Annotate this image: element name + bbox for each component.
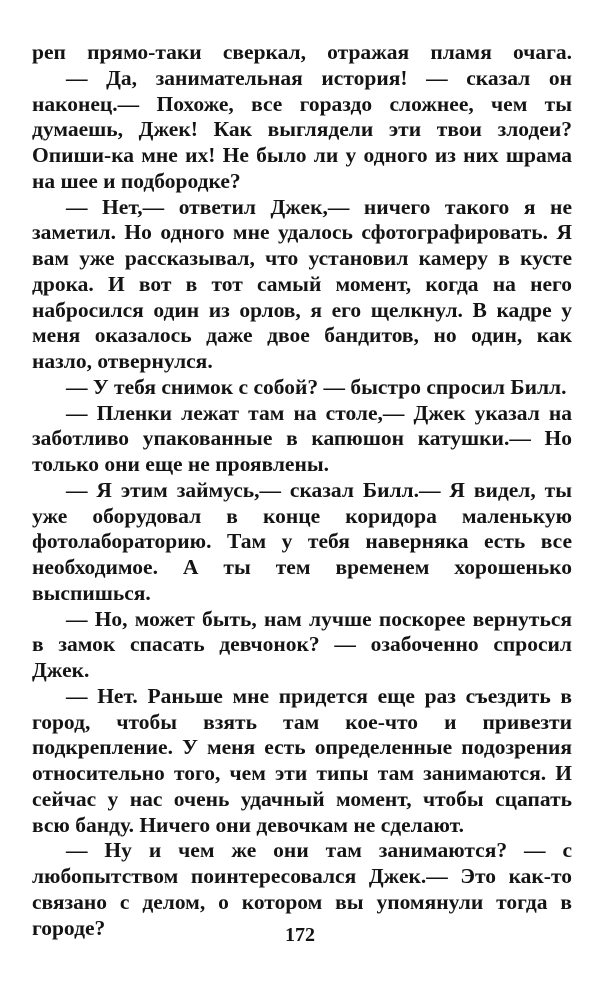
page-number: 172: [285, 924, 315, 946]
paragraph-6: — Я этим займусь,— сказал Билл.— Я видел, ты уже оборудовал в конце коридора маленькую фотолабораторию. Там у тебя наверняка есть все необходимое. А ты тем временем хорошенько выспишься.: [32, 477, 572, 605]
page-text: [32, 40, 572, 941]
paragraph-5: — Пленки лежат там на столе,— Джек указал на заботливо упакованные в капюшон катушки.— Но только они еще не проявлены.: [32, 400, 572, 476]
paragraph-4: — У тебя снимок с собой? — быстро спросил Билл.: [66, 374, 567, 399]
paragraph-9: — Ну и чем же они там занимаются? — с любопытством поинтересовался Джек.— Это как-то связано с делом, о котором вы упомянули тогда в городе?: [32, 838, 572, 940]
paragraph-2: — Да, занимательная история! — сказал он наконец.— Похоже, все гораздо сложнее, чем ты думаешь, Джек! Как выглядели эти твои злодеи? Опиши-ка мне их! Не было ли у одного из них шрама на шее и подбородке?: [32, 65, 572, 193]
paragraph-3: — Нет,— ответил Джек,— ничего такого я не заметил. Но одного мне удалось сфотографировать. Я вам уже рассказывал, что установил камеру в кусте дрока. И вот в тот самый момент, когда на него набросился один из орлов, я его щелкнул. В кадре у меня оказалось даже двое бандитов, но один, как назло, отвернулся.: [32, 194, 572, 373]
paragraph-8: — Нет. Раньше мне придется еще раз съездить в город, чтобы взять там кое-что и привезти подкрепление. У меня есть определенные подозрения относительно того, чем эти типы там занимаются. И сейчас у нас очень удачный момент, чтобы сцапать всю банду. Ничего они девочкам не сделают.: [32, 683, 572, 837]
paragraph-1: реп прямо-таки сверкал, отражая пламя очага.: [32, 40, 572, 64]
paragraph-7: — Но, может быть, нам лучше поскорее вернуться в замок спасать девчонок? — озабоченно спросил Джек.: [32, 606, 572, 682]
